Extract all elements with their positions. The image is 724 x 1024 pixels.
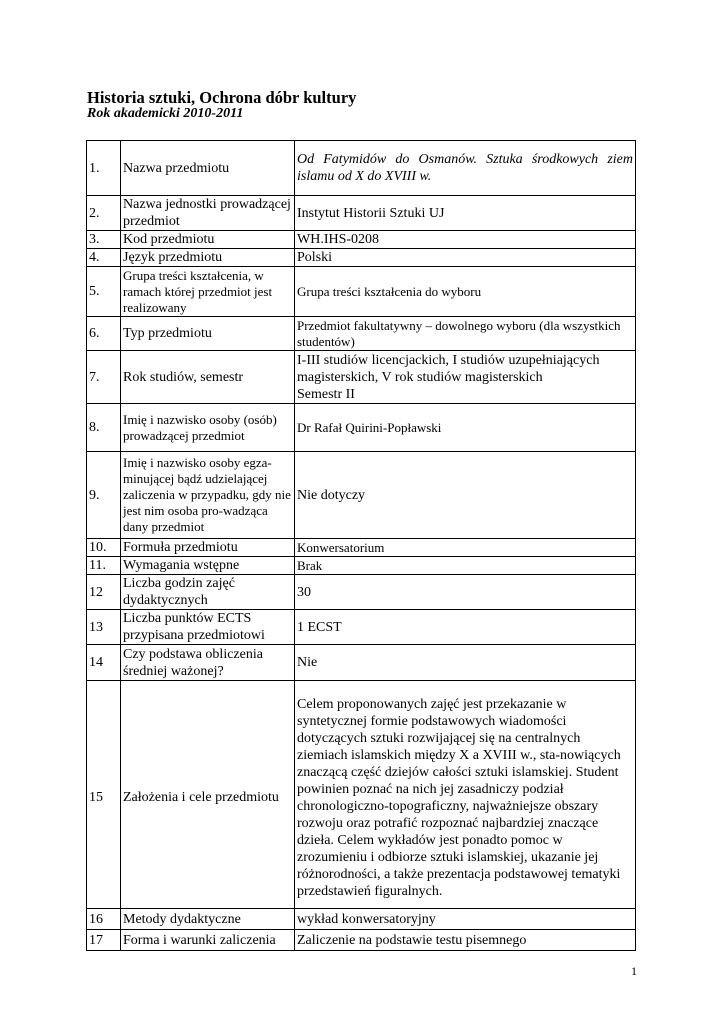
row-number: 12: [87, 575, 121, 610]
row-number: 16: [87, 909, 121, 930]
row-label: Język przedmiotu: [121, 249, 295, 267]
row-value: Instytut Historii Sztuki UJ: [295, 196, 636, 231]
row-label: Liczba punktów ECTS przypisana przedmiotowi: [121, 610, 295, 645]
row-number: 7.: [87, 351, 121, 404]
row-label: Grupa treści kształcenia, w ramach której przedmiot jest realizowany: [121, 267, 295, 317]
row-label: Wymagania wstępne: [121, 557, 295, 575]
row-value: Grupa treści kształcenia do wyboru: [295, 267, 636, 317]
table-row: [87, 681, 636, 909]
row-number: 5.: [87, 267, 121, 317]
table-row: [87, 351, 636, 404]
table-row: [87, 452, 636, 539]
row-label: Forma i warunki zaliczenia: [121, 930, 295, 951]
row-value: Polski: [295, 249, 636, 267]
row-value: I-III studiów licencjackich, I studiów uzupełniających magisterskich, V rok studiów magisterskich Semestr II: [295, 351, 636, 404]
row-number: 1.: [87, 141, 121, 196]
row-number: 14: [87, 645, 121, 681]
table-row: [87, 267, 636, 317]
row-number: 13: [87, 610, 121, 645]
table-row: [87, 231, 636, 249]
row-number: 9.: [87, 452, 121, 539]
row-number: 4.: [87, 249, 121, 267]
row-label: Założenia i cele przedmiotu: [121, 681, 295, 909]
row-value: Przedmiot fakultatywny – dowolnego wyboru (dla wszystkich studentów): [295, 317, 636, 351]
table-row: [87, 141, 636, 196]
course-syllabus-table: [86, 140, 636, 951]
table-row: [87, 404, 636, 452]
row-value: Nie dotyczy: [295, 452, 636, 539]
row-label: Typ przedmiotu: [121, 317, 295, 351]
row-number: 11.: [87, 557, 121, 575]
page-number: 1: [631, 964, 637, 978]
document-title: Historia sztuki, Ochrona dóbr kultury: [87, 88, 357, 107]
table-row: [87, 909, 636, 930]
row-label: Formuła przedmiotu: [121, 539, 295, 557]
row-value: WH.IHS-0208: [295, 231, 636, 249]
row-value: Dr Rafał Quirini-Popławski: [295, 404, 636, 452]
table-row: [87, 557, 636, 575]
row-label: Kod przedmiotu: [121, 231, 295, 249]
row-value: Zaliczenie na podstawie testu pisemnego: [295, 930, 636, 951]
row-label: Imię i nazwisko osoby (osób) prowadzącej przedmiot: [121, 404, 295, 452]
row-label: Nazwa jednostki prowadzącej przedmiot: [121, 196, 295, 231]
table-row: [87, 575, 636, 610]
row-value: Brak: [295, 557, 636, 575]
row-value: Nie: [295, 645, 636, 681]
row-label: Czy podstawa obliczenia średniej ważonej?: [121, 645, 295, 681]
table-row: [87, 930, 636, 951]
row-value: Celem proponowanych zajęć jest przekazanie w syntetycznej formie podstawowych wiadomości dotyczących sztuki rozwijającej się na centralnych ziemiach islamskich między X a XVIII w., sta-nowiących znaczącą część dziejów całości sztuki islamskiej. Student powinien poznać na nich jej zasadniczy podział chronologiczno-topograficzny, najważniejsze obszary rozwoju oraz potrafić rozpoznać najbardziej znaczące dzieła. Celem wykładów jest ponadto pomoc w zrozumieniu i odbiorze sztuki islamskiej, ukazanie jej różnorodności, a także prezentacja podstawowej tematyki przedstawień figuralnych.: [295, 681, 636, 909]
table-row: [87, 317, 636, 351]
row-number: 2.: [87, 196, 121, 231]
table-row: [87, 249, 636, 267]
row-label: Rok studiów, semestr: [121, 351, 295, 404]
table-row: [87, 610, 636, 645]
table-row: [87, 645, 636, 681]
row-value: Konwersatorium: [295, 539, 636, 557]
table-row: [87, 539, 636, 557]
row-label: Liczba godzin zajęć dydaktycznych: [121, 575, 295, 610]
row-value: 30: [295, 575, 636, 610]
row-value: wykład konwersatoryjny: [295, 909, 636, 930]
row-label: Metody dydaktyczne: [121, 909, 295, 930]
row-value: Od Fatymidów do Osmanów. Sztuka środkowych ziem islamu od X do XVIII w.: [295, 141, 636, 196]
row-label: Nazwa przedmiotu: [121, 141, 295, 196]
row-number: 6.: [87, 317, 121, 351]
row-number: 10.: [87, 539, 121, 557]
table-row: [87, 196, 636, 231]
academic-year-subtitle: Rok akademicki 2010-2011: [87, 106, 244, 121]
row-label: Imię i nazwisko osoby egza-minującej bądź udzielającej zaliczenia w przypadku, gdy nie jest nim osoba pro-wadząca dany przedmiot: [121, 452, 295, 539]
row-number: 3.: [87, 231, 121, 249]
row-number: 8.: [87, 404, 121, 452]
row-number: 15: [87, 681, 121, 909]
row-number: 17: [87, 930, 121, 951]
row-value: 1 ECST: [295, 610, 636, 645]
